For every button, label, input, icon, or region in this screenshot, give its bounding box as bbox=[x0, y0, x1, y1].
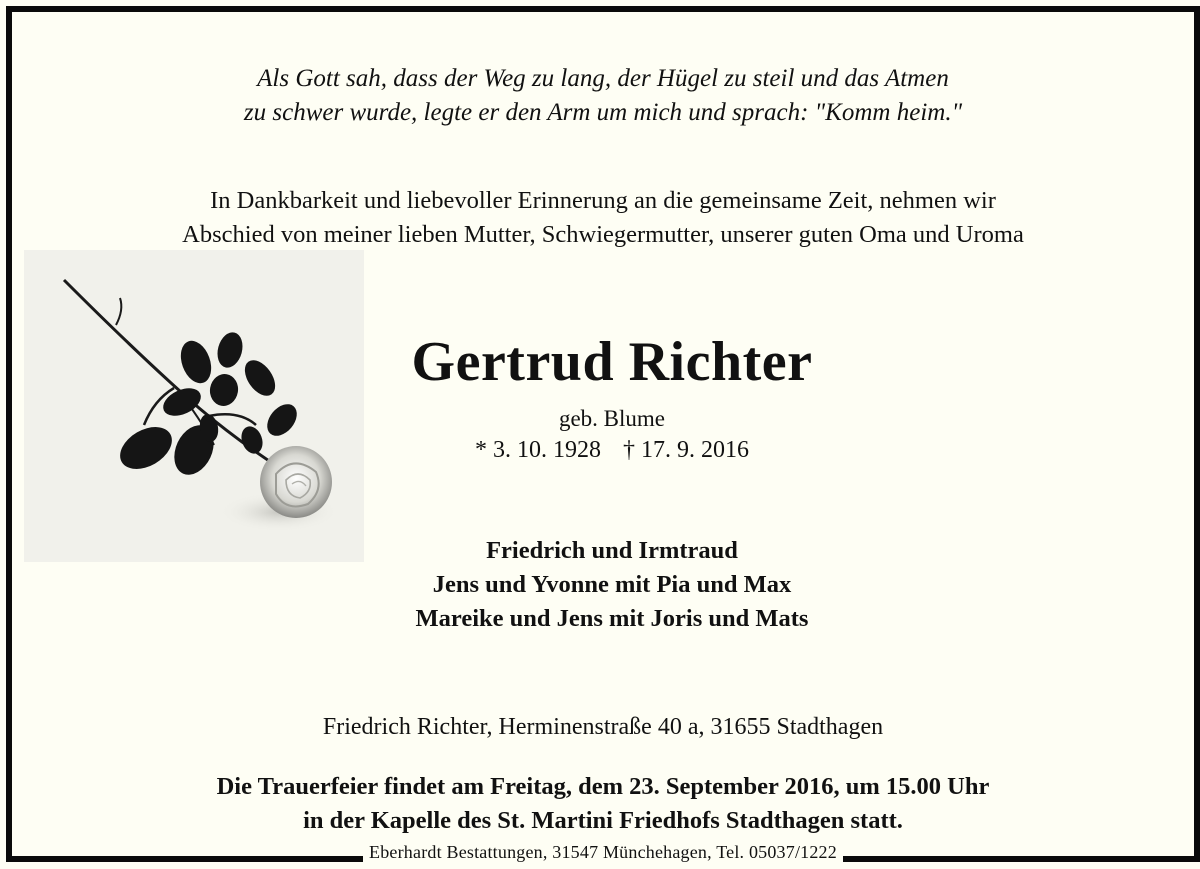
mourners-list bbox=[172, 534, 1052, 636]
service-line-2: in der Kapelle des St. Martini Friedhofs Stadthagen statt. bbox=[303, 807, 903, 834]
birth-date: * 3. 10. 1928 bbox=[475, 437, 601, 463]
intro-text bbox=[12, 184, 1194, 252]
footer-bar bbox=[12, 836, 1194, 862]
intro-line-2: Abschied von meiner lieben Mutter, Schwiegermutter, unserer guten Oma und Uroma bbox=[182, 221, 1024, 248]
family-address: Friedrich Richter, Herminenstraße 40 a, 31655 Stadthagen bbox=[322, 714, 884, 740]
maiden-name: geb. Blume bbox=[558, 406, 666, 431]
deceased-name: Gertrud Richter bbox=[411, 331, 813, 393]
poem-line-2: zu schwer wurde, legte er den Arm um mich und sprach: "Komm heim." bbox=[243, 99, 963, 126]
mourner-line: Jens und Yvonne mit Pia und Max bbox=[432, 571, 792, 598]
mourner-line: Mareike und Jens mit Joris und Mats bbox=[415, 605, 809, 632]
death-date: † 17. 9. 2016 bbox=[623, 437, 749, 463]
funeral-home-info: Eberhardt Bestattungen, 31547 Münchehagen, Tel. 05037/1222 bbox=[363, 842, 843, 863]
obituary-frame bbox=[6, 6, 1200, 862]
service-line-1: Die Trauerfeier findet am Freitag, dem 23. September 2016, um 15.00 Uhr bbox=[216, 773, 990, 800]
mourner-line: Friedrich und Irmtraud bbox=[486, 537, 738, 564]
poem-line-1: Als Gott sah, dass der Weg zu lang, der Hügel zu steil und das Atmen bbox=[257, 65, 949, 92]
intro-line-1: In Dankbarkeit und liebevoller Erinnerung an die gemeinsame Zeit, nehmen wir bbox=[210, 187, 996, 214]
life-dates bbox=[172, 437, 1052, 464]
funeral-service-notice bbox=[12, 770, 1194, 838]
poem bbox=[12, 62, 1194, 130]
